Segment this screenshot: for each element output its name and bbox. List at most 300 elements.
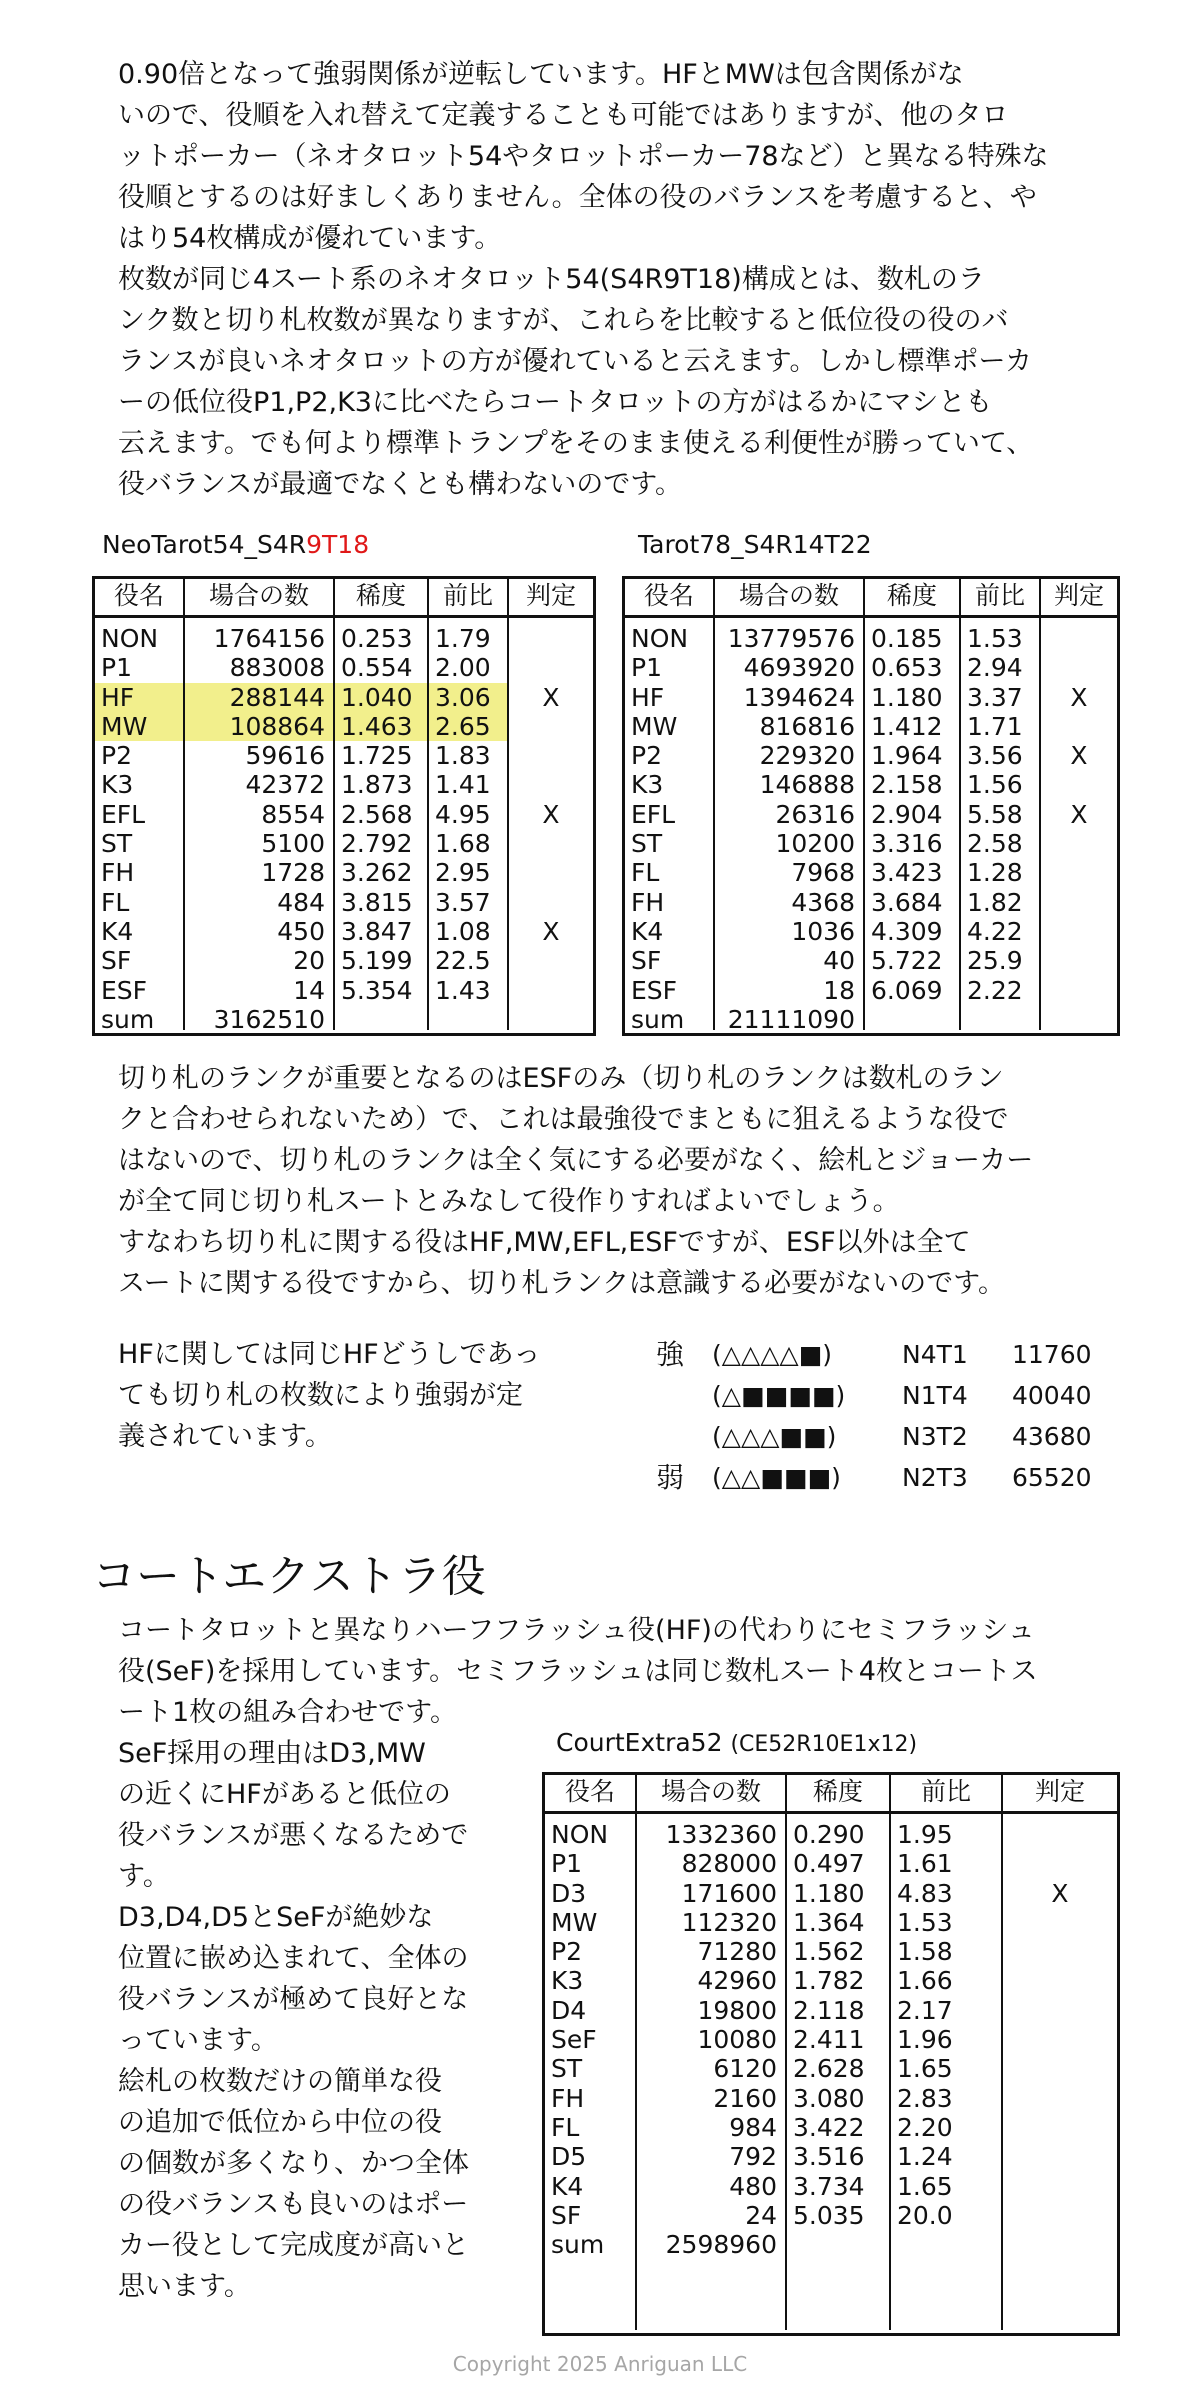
row-ratio: 1.58 [897, 1937, 953, 1967]
trump-rank-line: すなわち切り札に関する役はHF,MW,EFL,ESFですが、ESF以外は全て [118, 1227, 971, 1258]
table-header-cell: 役名 [95, 579, 185, 615]
row-rarity: 3.262 [341, 858, 413, 888]
row-count: 4693920 [743, 653, 855, 683]
row-judge: X [542, 682, 560, 712]
row-rarity [865, 1005, 959, 1034]
row-judge [1003, 1996, 1117, 2025]
table-header-cell: 稀度 [865, 579, 961, 615]
row-name: D3 [551, 1878, 587, 1908]
courtextra-caption-code: (CE52R10E1x12) [730, 1732, 918, 1757]
trump-rank-line: スートに関する役ですから、切り札ランクは意識する必要がないのです。 [118, 1268, 1005, 1299]
row-name: sum [631, 1004, 685, 1034]
table-column-rarity [787, 1814, 891, 2330]
table-column-counts [637, 1814, 787, 2330]
table-header-cell: 場合の数 [637, 1775, 787, 1811]
row-judge [1041, 888, 1117, 917]
table-column-ratio [961, 618, 1041, 1030]
row-judge [509, 1005, 593, 1034]
intro-line: いので、役順を入れ替えて定義することも可能ではありますが、他のタロ [118, 100, 1009, 131]
row-name: K4 [551, 2171, 584, 2201]
row-name: D4 [551, 1995, 587, 2025]
table-column-counts [185, 618, 335, 1034]
trump-rank-line: クと合わせられないため）で、これは最強役でまともに狙えるような役で [118, 1104, 1009, 1135]
row-name: K3 [101, 770, 134, 800]
row-count: 71280 [697, 1937, 777, 1967]
row-ratio: 1.82 [967, 887, 1023, 917]
rank-pattern: (△△■■■) [712, 1463, 841, 1492]
row-judge [1003, 2113, 1117, 2142]
table-column-rarity [865, 618, 961, 1030]
row-rarity: 3.080 [793, 2083, 865, 2113]
row-ratio: 1.24 [897, 2142, 953, 2172]
section-heading: コートエクストラ役 [92, 1551, 486, 1602]
row-ratio: 1.61 [897, 1849, 953, 1879]
row-ratio: 1.28 [967, 858, 1023, 888]
row-rarity: 5.354 [341, 975, 413, 1005]
trump-rank-line: はないので、切り札のランクは全く気にする必要がなく、絵札とジョーカー [118, 1145, 1034, 1176]
row-name: NON [551, 1820, 609, 1849]
row-rarity: 2.792 [341, 829, 413, 859]
row-name: ST [101, 829, 133, 859]
row-name: ESF [101, 975, 148, 1005]
row-count: 42960 [697, 1966, 777, 1996]
row-rarity: 2.118 [793, 1995, 865, 2025]
table-header-cell: 場合の数 [715, 579, 865, 615]
row-name: NON [101, 624, 159, 653]
court-explanation-line: 役バランスが悪くなるためで [118, 1820, 469, 1851]
row-name: SeF [551, 2025, 597, 2055]
court-intro-line: ート1枚の組み合わせです。 [118, 1697, 458, 1728]
row-ratio [429, 1005, 507, 1034]
row-rarity: 3.734 [793, 2171, 865, 2201]
row-count: 40 [823, 946, 855, 976]
row-count: 20 [293, 946, 325, 976]
intro-line: ーの低位役P1,P2,K3に比べたらコートタロットの方がはるかにマシとも [118, 387, 993, 418]
row-rarity: 2.411 [793, 2025, 865, 2055]
table-column-ratio [429, 618, 509, 1030]
row-ratio: 3.56 [967, 741, 1023, 771]
row-ratio: 1.66 [897, 1966, 953, 1996]
row-rarity: 1.964 [871, 741, 943, 771]
row-name: D5 [551, 2142, 587, 2172]
rank-mark: 弱 [656, 1461, 685, 1494]
hf-line: HFに関しては同じHFどうしであっ [118, 1339, 541, 1370]
row-rarity: 3.516 [793, 2142, 865, 2172]
court-intro-paragraph [118, 1610, 1118, 1733]
rank-count: 65520 [1012, 1463, 1092, 1492]
row-ratio: 4.83 [897, 1878, 953, 1908]
row-name: FH [101, 858, 135, 888]
row-ratio: 2.20 [897, 2112, 953, 2142]
court-explanation-line: す。 [118, 1861, 170, 1892]
table-column-counts [715, 618, 865, 1034]
row-rarity: 1.180 [871, 682, 943, 712]
courtextra-caption-main: CourtExtra52 [556, 1728, 723, 1757]
row-ratio: 3.37 [967, 682, 1023, 712]
row-ratio: 2.94 [967, 653, 1023, 683]
row-judge [509, 858, 593, 887]
row-ratio: 2.65 [435, 711, 491, 741]
row-ratio: 1.53 [967, 624, 1023, 653]
row-count: 42372 [245, 770, 325, 800]
row-name: SF [101, 946, 132, 976]
row-count: 1036 [791, 916, 855, 946]
row-count: 480 [729, 2171, 777, 2201]
row-judge [1041, 770, 1117, 799]
row-count: 1728 [261, 858, 325, 888]
court-explanation-line: 絵札の枚数だけの簡単な役 [118, 2066, 442, 2097]
row-judge [1041, 712, 1117, 741]
table-header-cell: 役名 [625, 579, 715, 615]
row-name: SF [631, 946, 662, 976]
row-ratio: 1.71 [967, 711, 1023, 741]
row-rarity: 1.873 [341, 770, 413, 800]
row-name: FH [551, 2083, 585, 2113]
row-count: 26316 [775, 799, 855, 829]
intro-line: はり54枚構成が優れています。 [118, 223, 502, 254]
intro-line: 役バランスが最適でなくとも構わないのです。 [118, 469, 683, 500]
row-ratio: 1.96 [897, 2025, 953, 2055]
row-judge: X [542, 799, 560, 829]
row-judge [509, 712, 593, 741]
court-explanation-line: の近くにHFがあると低位の [118, 1779, 451, 1810]
court-explanation-line: 役バランスが極めて良好とな [118, 1984, 469, 2015]
row-rarity: 1.180 [793, 1878, 865, 1908]
row-count: 18 [823, 975, 855, 1005]
rank-code: N4T1 [902, 1340, 968, 1369]
court-intro-line: 役(SeF)を採用しています。セミフラッシュは同じ数札スート4枚とコートス [118, 1656, 1038, 1687]
row-ratio: 25.9 [967, 946, 1023, 976]
row-count: 10200 [775, 829, 855, 859]
row-name: ESF [631, 975, 678, 1005]
row-ratio [891, 2230, 1001, 2259]
row-name: P2 [631, 741, 662, 771]
row-count: 288144 [229, 682, 325, 712]
row-name: ST [631, 829, 663, 859]
row-ratio: 1.41 [435, 770, 491, 800]
row-count: 883008 [229, 653, 325, 683]
row-rarity: 2.904 [871, 799, 943, 829]
rank-pattern: (△△△■■) [712, 1422, 837, 1451]
row-judge [509, 653, 593, 682]
row-judge [1041, 946, 1117, 975]
row-judge [509, 888, 593, 917]
table-column-ratio [891, 1814, 1003, 2330]
row-name: FL [551, 2112, 580, 2142]
row-ratio: 20.0 [897, 2200, 953, 2230]
rank-mark: 強 [656, 1338, 685, 1371]
table-body [95, 618, 593, 1034]
table-header-cell: 判定 [1034, 1777, 1085, 1806]
court-explanation-line: D3,D4,D5とSeFが絶妙な [118, 1902, 434, 1933]
row-judge [1003, 2084, 1117, 2113]
row-judge [509, 741, 593, 770]
row-count: 229320 [759, 741, 855, 771]
row-rarity: 3.316 [871, 829, 943, 859]
rank-count: 40040 [1012, 1381, 1092, 1410]
row-name: MW [101, 711, 148, 741]
row-rarity: 1.364 [793, 1907, 865, 1937]
row-name: MW [631, 711, 678, 741]
row-ratio [961, 1005, 1039, 1034]
row-ratio: 1.65 [897, 2054, 953, 2084]
intro-line: 枚数が同じ4スート系のネオタロット54(S4R9T18)構成とは、数札のラ [118, 264, 985, 295]
row-name: K4 [101, 916, 134, 946]
row-judge [509, 829, 593, 858]
row-judge [509, 946, 593, 975]
row-ratio: 2.00 [435, 653, 491, 683]
row-ratio: 1.65 [897, 2171, 953, 2201]
row-rarity: 1.040 [341, 682, 413, 712]
row-count: 2598960 [665, 2230, 777, 2260]
row-rarity: 1.412 [871, 711, 943, 741]
rank-count: 11760 [1012, 1340, 1092, 1369]
row-count: 816816 [759, 711, 855, 741]
row-name: FL [101, 887, 130, 917]
row-judge [1003, 1937, 1117, 1966]
court-explanation-line: の追加で低位から中位の役 [118, 2107, 442, 2138]
hf-strength-paragraph [118, 1334, 638, 1457]
row-judge [1041, 829, 1117, 858]
row-name: EFL [631, 799, 676, 829]
table-column-names [95, 618, 185, 1034]
row-count: 108864 [229, 711, 325, 741]
row-judge [1003, 2201, 1117, 2230]
court-explanation-paragraph [118, 1733, 538, 2307]
trump-rank-paragraph [118, 1058, 1118, 1304]
row-rarity: 1.562 [793, 1937, 865, 1967]
table-column-names [545, 1814, 637, 2330]
row-count: 13779576 [727, 624, 855, 653]
intro-paragraph [118, 54, 1118, 505]
row-name: NON [631, 624, 689, 653]
row-ratio: 2.17 [897, 1995, 953, 2025]
row-count: 792 [729, 2142, 777, 2172]
courtextra-table [542, 1772, 1120, 2336]
table-header-cell: 役名 [545, 1775, 637, 1811]
rank-code: N1T4 [902, 1381, 968, 1410]
row-ratio: 22.5 [435, 946, 491, 976]
neotarot-caption-highlight: 9T18 [306, 530, 370, 559]
row-name: SF [551, 2200, 582, 2230]
row-name: K3 [551, 1966, 584, 1996]
row-rarity: 5.035 [793, 2200, 865, 2230]
row-name: EFL [101, 799, 146, 829]
row-count: 450 [277, 916, 325, 946]
row-count: 484 [277, 887, 325, 917]
table-body [625, 618, 1117, 1034]
table-header-row [625, 579, 1117, 618]
neotarot-caption [102, 530, 369, 559]
rank-pattern: (△△△△■) [712, 1340, 833, 1369]
row-rarity: 3.422 [793, 2112, 865, 2142]
row-ratio: 4.95 [435, 799, 491, 829]
row-name: MW [551, 1907, 598, 1937]
court-explanation-line: 思います。 [118, 2271, 251, 2302]
row-rarity: 0.185 [871, 624, 943, 653]
row-rarity: 6.069 [871, 975, 943, 1005]
row-ratio: 2.83 [897, 2083, 953, 2113]
row-ratio: 1.83 [435, 741, 491, 771]
row-rarity: 1.725 [341, 741, 413, 771]
table-header-row [95, 579, 593, 618]
row-judge: X [1070, 682, 1088, 712]
row-judge [1003, 2230, 1117, 2259]
row-name: ST [551, 2054, 583, 2084]
row-count: 171600 [681, 1878, 777, 1908]
row-count: 828000 [681, 1849, 777, 1879]
row-rarity: 0.290 [793, 1820, 865, 1849]
row-name: K3 [631, 770, 664, 800]
row-judge [1041, 976, 1117, 1005]
intro-line: 0.90倍となって強弱関係が逆転しています。HFとMWは包含関係がな [118, 59, 964, 90]
row-count: 2160 [713, 2083, 777, 2113]
row-ratio: 1.08 [435, 916, 491, 946]
row-ratio: 2.22 [967, 975, 1023, 1005]
trump-rank-line: が全て同じ切り札スートとみなして役作りすればよいでしょう。 [118, 1186, 900, 1217]
row-rarity: 3.684 [871, 887, 943, 917]
table-header-cell: 判定 [1053, 581, 1104, 610]
intro-line: 云えます。でも何より標準トランプをそのまま使える利便性が勝っていて、 [118, 428, 1034, 459]
table-header-cell: 前比 [961, 579, 1041, 615]
row-name: FL [631, 858, 660, 888]
table-header-cell: 場合の数 [185, 579, 335, 615]
row-judge [1003, 2142, 1117, 2171]
row-name: FH [631, 887, 665, 917]
table-column-judge [1003, 1814, 1117, 2330]
row-ratio: 1.79 [435, 624, 491, 653]
table-column-judge [509, 618, 593, 1030]
table-column-names [625, 618, 715, 1034]
row-judge [1041, 917, 1117, 946]
row-ratio: 1.56 [967, 770, 1023, 800]
row-judge: X [1070, 741, 1088, 771]
court-explanation-line: の役バランスも良いのはポー [118, 2189, 469, 2220]
row-judge [1003, 1849, 1117, 1878]
table-header-cell: 判定 [525, 581, 576, 610]
intro-line: ンク数と切り札枚数が異なりますが、これらを比較すると低位役の役のバ [118, 305, 1009, 336]
rank-count: 43680 [1012, 1422, 1092, 1451]
row-name: sum [551, 2230, 605, 2260]
row-name: P1 [101, 653, 132, 683]
row-judge [509, 770, 593, 799]
row-count: 4368 [791, 887, 855, 917]
row-rarity: 3.815 [341, 887, 413, 917]
intro-line: ットポーカー（ネオタロット54やタロットポーカー78など）と異なる特殊な [118, 141, 1049, 172]
row-ratio: 1.43 [435, 975, 491, 1005]
row-count: 5100 [261, 829, 325, 859]
row-count: 1764156 [213, 624, 325, 653]
row-count: 21111090 [727, 1004, 855, 1034]
trump-rank-line: 切り札のランクが重要となるのはESFのみ（切り札のランクは数札のラン [118, 1063, 1004, 1094]
row-ratio: 5.58 [967, 799, 1023, 829]
row-count: 14 [293, 975, 325, 1005]
row-ratio: 3.57 [435, 887, 491, 917]
row-ratio: 2.95 [435, 858, 491, 888]
row-rarity: 3.423 [871, 858, 943, 888]
court-explanation-line: っています。 [118, 2025, 278, 2056]
row-count: 19800 [697, 1995, 777, 2025]
row-rarity [787, 2230, 889, 2259]
row-name: sum [101, 1004, 155, 1034]
rank-code: N3T2 [902, 1422, 968, 1451]
row-count: 7968 [791, 858, 855, 888]
row-count: 10080 [697, 2025, 777, 2055]
row-rarity: 4.309 [871, 916, 943, 946]
row-ratio: 2.58 [967, 829, 1023, 859]
hf-line: ても切り札の枚数により強弱が定 [118, 1380, 523, 1411]
row-ratio: 1.53 [897, 1907, 953, 1937]
row-name: P1 [631, 653, 662, 683]
row-count: 3162510 [213, 1004, 325, 1034]
row-ratio: 1.95 [897, 1820, 953, 1849]
table-column-judge [1041, 618, 1117, 1030]
row-rarity: 0.253 [341, 624, 413, 653]
row-rarity: 0.554 [341, 653, 413, 683]
row-rarity: 2.568 [341, 799, 413, 829]
table-header-cell: 前比 [429, 579, 509, 615]
intro-line: 役順とするのは好ましくありません。全体の役のバランスを考慮すると、や [118, 182, 1037, 213]
court-explanation-line: カー役として完成度が高いと [118, 2230, 469, 2261]
row-count: 59616 [245, 741, 325, 771]
row-ratio: 1.68 [435, 829, 491, 859]
row-count: 146888 [759, 770, 855, 800]
court-explanation-line: SeF採用の理由はD3,MW [118, 1738, 426, 1769]
row-count: 8554 [261, 799, 325, 829]
row-judge [1041, 624, 1117, 653]
neotarot-caption-main: NeoTarot54_S4R [102, 530, 307, 559]
row-judge [1003, 1908, 1117, 1937]
court-explanation-line: 位置に嵌め込まれて、全体の [118, 1943, 469, 1974]
row-name: K4 [631, 916, 664, 946]
rank-code: N2T3 [902, 1463, 968, 1492]
row-ratio: 3.06 [435, 682, 491, 712]
row-name: P2 [101, 741, 132, 771]
row-judge: X [542, 916, 560, 946]
row-name: P2 [551, 1937, 582, 1967]
courtextra-caption [556, 1728, 917, 1757]
table-body [545, 1814, 1117, 2330]
row-judge [509, 624, 593, 653]
row-rarity: 2.628 [793, 2054, 865, 2084]
rank-pattern: (△■■■■) [712, 1381, 846, 1410]
row-rarity: 1.463 [341, 711, 413, 741]
row-judge [1003, 2025, 1117, 2054]
row-judge [1041, 858, 1117, 887]
row-judge [1003, 1966, 1117, 1995]
row-judge [1041, 1005, 1117, 1034]
row-rarity: 3.847 [341, 916, 413, 946]
court-explanation-line: の個数が多くなり、かつ全体 [118, 2148, 469, 2179]
neotarot-table [92, 576, 596, 1036]
hf-line: 義されています。 [118, 1421, 332, 1452]
row-count: 984 [729, 2112, 777, 2142]
row-rarity: 2.158 [871, 770, 943, 800]
row-rarity: 1.782 [793, 1966, 865, 1996]
row-judge: X [1051, 1878, 1069, 1908]
row-judge [1003, 2172, 1117, 2201]
table-column-rarity [335, 618, 429, 1030]
row-judge [1003, 2054, 1117, 2083]
row-count: 1332360 [665, 1820, 777, 1849]
row-name: P1 [551, 1849, 582, 1879]
row-judge [1003, 1820, 1117, 1849]
table-header-cell: 稀度 [335, 579, 429, 615]
copyright-footer: Copyright 2025 Anriguan LLC [452, 2352, 748, 2376]
row-count: 24 [745, 2200, 777, 2230]
row-ratio: 4.22 [967, 916, 1023, 946]
row-count: 6120 [713, 2054, 777, 2084]
